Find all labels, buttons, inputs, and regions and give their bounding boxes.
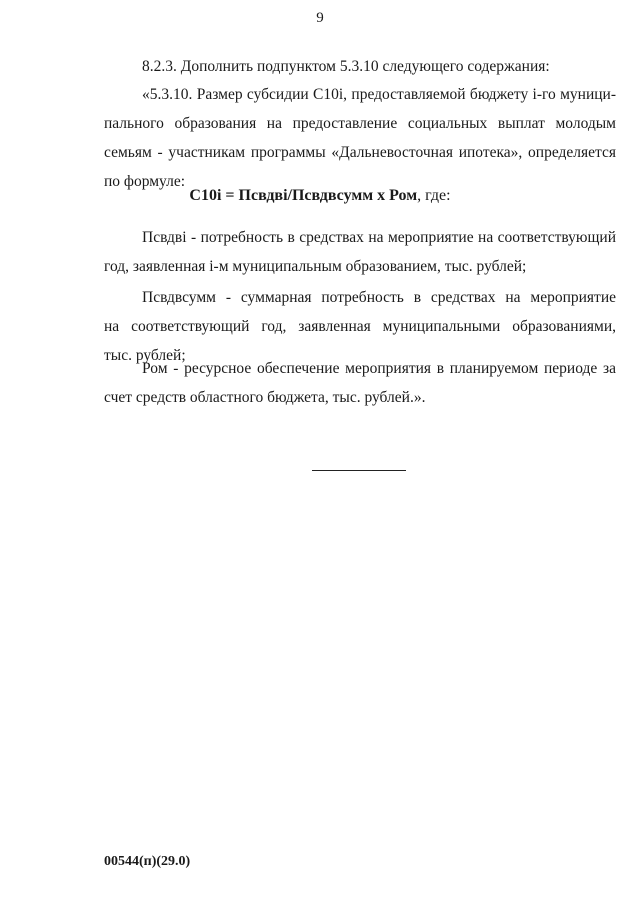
definition-rom — [104, 354, 616, 412]
text-line: «5.3.10. Размер субсидии C10i, предоставляемой бюджету i-го муници- — [142, 86, 616, 103]
text-line: по формуле: — [104, 173, 186, 190]
subsidy-paragraph — [104, 80, 616, 196]
text-line: год, заявленная i-м муниципальным образованием, тыс. рублей; — [104, 258, 527, 275]
text-line: Псвдвi - потребность в средствах на мероприятие на соответствующий — [142, 229, 616, 246]
definition-psvdvi — [104, 223, 616, 281]
text-line: счет средств областного бюджета, тыс. рублей.». — [104, 389, 426, 406]
text-line: Псвдвсумм - суммарная потребность в средствах на мероприятие — [142, 289, 616, 306]
page-number: 9 — [316, 10, 324, 26]
document-code: 00544(п)(29.0) — [104, 854, 191, 869]
text-line: Ром - ресурсное обеспечение мероприятия в планируемом периоде за — [142, 360, 616, 377]
text-line: пального образования на предоставление социальных выплат молодым — [104, 115, 616, 132]
text-line: на соответствующий год, заявленная муниципальными образованиями, — [104, 318, 616, 335]
text-line: семьям - участникам программы «Дальневосточная ипотека», определяется — [104, 144, 616, 161]
text-line: 8.2.3. Дополнить подпунктом 5.3.10 следующего содержания: — [142, 58, 550, 75]
formula-expression: C10i = Псвдвi/Псвдвсумм x Ром — [189, 187, 418, 204]
separator-line — [312, 470, 406, 471]
formula — [0, 182, 640, 210]
amendment-paragraph — [104, 52, 616, 81]
text-line: тыс. рублей; — [104, 347, 186, 364]
formula-suffix: , где: — [417, 187, 451, 204]
